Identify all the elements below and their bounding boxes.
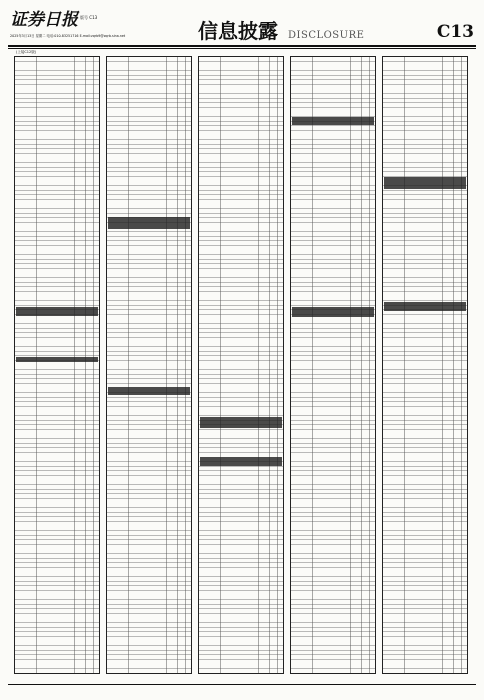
date-contact-line: 2025年3月13日 星期二 电话:010-83251716 E-mail:zqrb9@zqrb.sina.net	[10, 34, 126, 38]
table-column-3	[198, 56, 284, 674]
continued-caption: (上接C12版)	[16, 50, 37, 54]
header-rule-thick	[8, 45, 476, 47]
masthead	[8, 6, 476, 44]
shaded-row	[16, 357, 98, 362]
shaded-row	[16, 307, 98, 316]
table-column-2	[106, 56, 192, 674]
edition-label: 版号 C13	[80, 15, 98, 20]
table-column-5	[382, 56, 468, 674]
shaded-row	[384, 302, 466, 311]
table-column-4	[290, 56, 376, 674]
shaded-row	[108, 387, 190, 395]
shaded-row	[292, 307, 374, 317]
shaded-row	[200, 457, 282, 466]
shaded-row	[384, 177, 466, 189]
shaded-row	[292, 117, 374, 125]
section-subtitle: DISCLOSURE	[288, 30, 365, 41]
page-number: C13	[436, 22, 474, 42]
footer-rule	[8, 684, 476, 685]
section-title: 信息披露	[198, 19, 278, 43]
shaded-row	[108, 217, 190, 229]
newspaper-logo: 证券日报	[10, 10, 78, 30]
disclosure-table-area	[14, 50, 470, 674]
header-rule-thin	[8, 48, 476, 49]
table-column-1	[14, 56, 100, 674]
shaded-row	[200, 417, 282, 428]
